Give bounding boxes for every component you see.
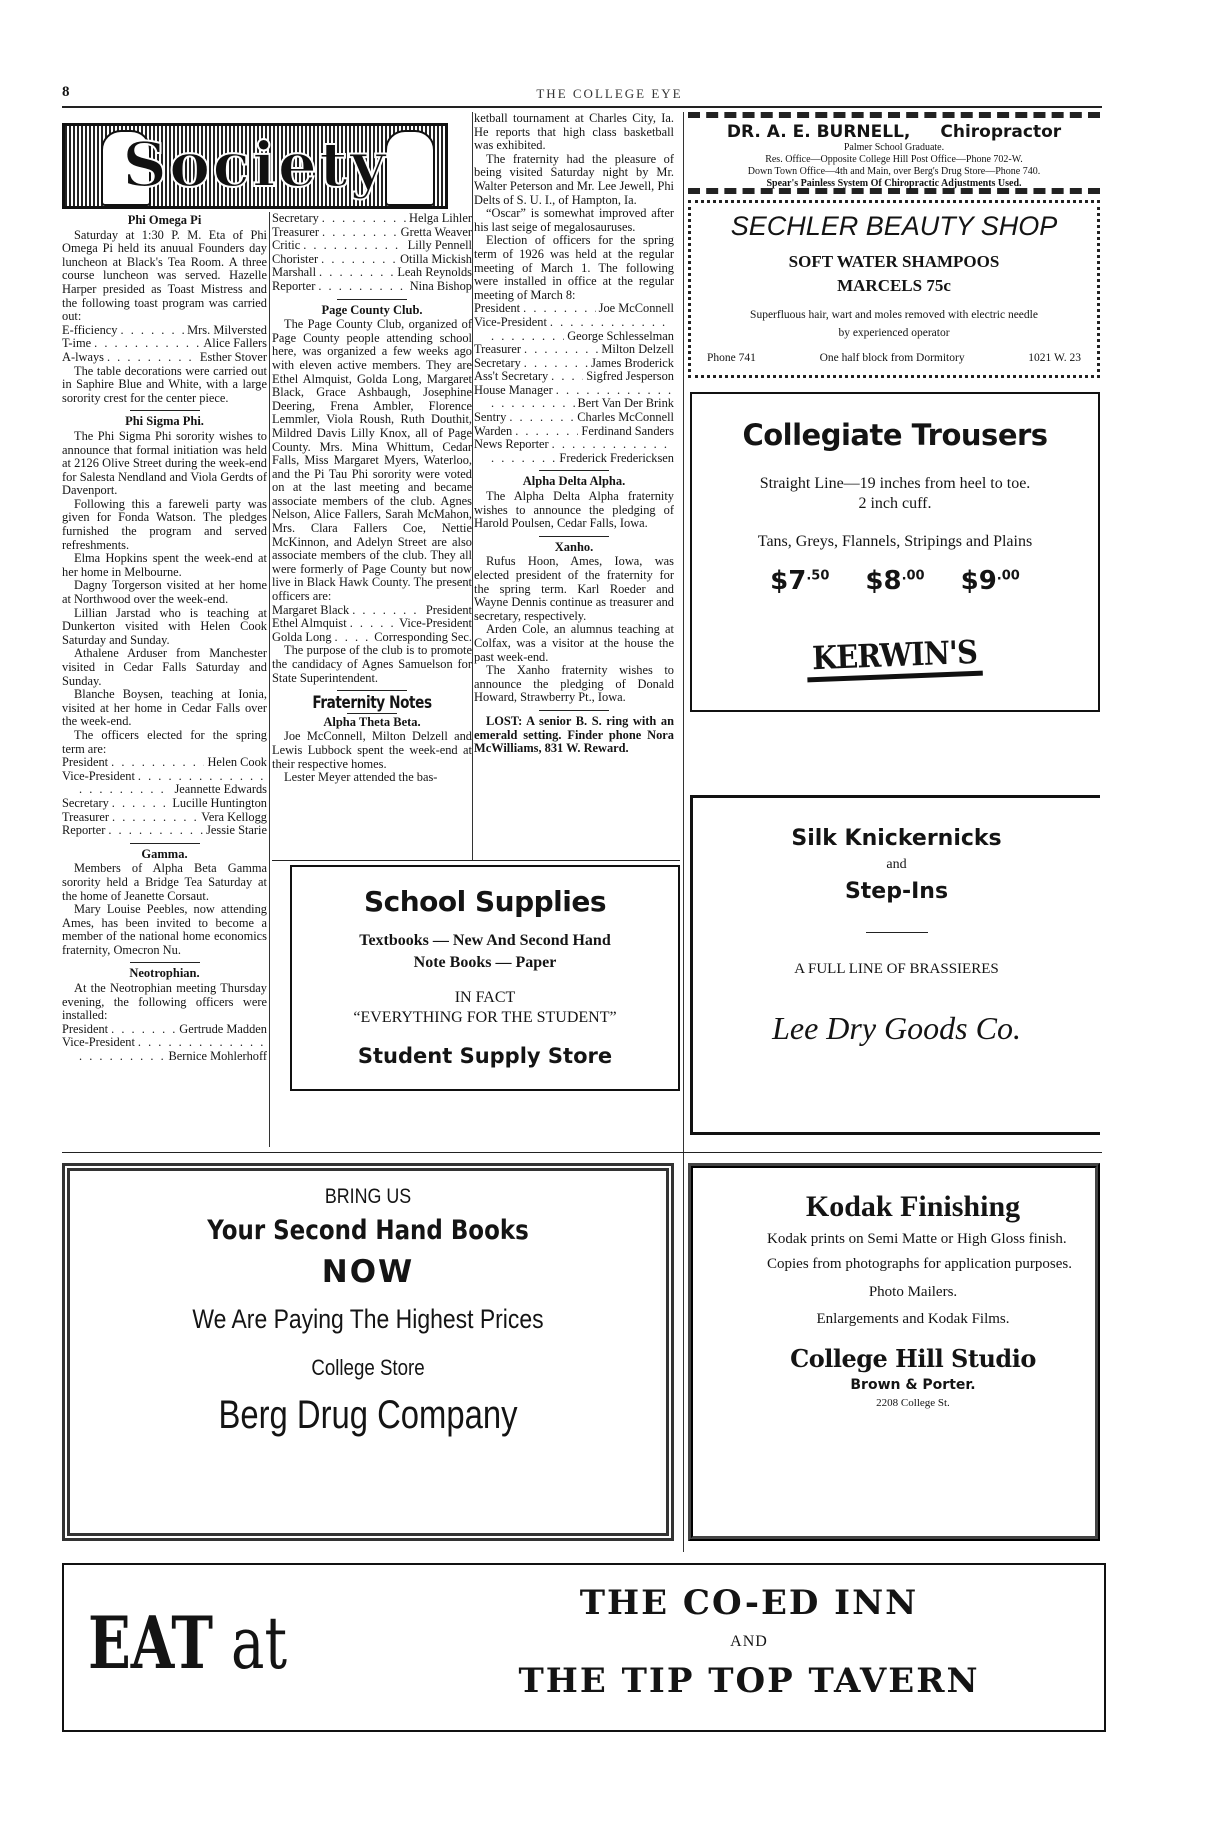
article-text: ketball tournament at Charles City, Ia. He reports that high class basketball was exhibited. [474,111,674,153]
article-text: Lillian Jarstad who is teaching at Dunkerton visited with Helen Cook Saturday and Sunday. [62,605,267,647]
ad-title: Silk Knickernicks [791,826,1002,851]
article-text: The Page County Club, organized of Page County people attending school here, was organized a few weeks ago with eleven active members. They are Ethel Almquist, Golda Long, Margaret Black, Grace Ashbaugh, Josephine Deering, Frena Ambler, Florence Lemmler, Viola Roush, Ruth Douthit, Mildred Davis Lilly Knox, all of Page County. Mrs. Mina Whittum, Cedar Falls, Miss Margaret Myers, Waterloo, and the Pi Tau Phi sorority were voted on at the last meeting and became associate members of the club. Agnes Nelson, Alice Fallers, Sarah McMahon, Mrs. Clara Fallers Coe, Nettie McKinnon, and Adelyn Street are also associate members of the club. They all were formerly of Page County but now live in Black Hawk County. The present officers are: [272,317,472,604]
separator [539,710,609,711]
article-text: Members of Alpha Beta Gamma sorority held a Bridge Tea Saturday at the home of Jeanette Corsaut. [62,861,267,903]
officer-row: Reporter . . . Nina Bishop [272,280,472,294]
ad-eat-at-inn [62,1563,1106,1732]
column-3 [474,112,674,756]
ad-line: Palmer School Graduate. [843,142,945,153]
heading-page-county-club: Page County Club. [321,302,423,317]
officer-row: Treasurer . . . Milton Delzell [474,343,674,357]
article-text: The Alpha Delta Alpha fraternity wishes to announce the pledging of Harold Poulsen, Cedar Falls, Iowa. [474,489,674,531]
officer-row: Margaret Black . . . President [272,604,472,618]
article-text: Joe McConnell, Milton Delzell and Lewis Lubbock spent the week-end at their respective homes. [272,729,472,771]
heading-phi-omega-pi: Phi Omega Pi [127,213,202,227]
separator [337,690,407,691]
toast-row: E-fficiency . . . Mrs. Milversted [62,324,267,338]
heading-xanho: Xanho. [554,539,594,554]
article-text: Dagny Torgerson visited at her home at Northwood over the week-end. [62,578,267,607]
officer-row: . . . Frederick Fredericksen [474,452,674,466]
officer-row: Secretary . . . Helga Lihler [272,212,472,226]
article-text: Saturday at 1:30 P. M. Eta of Phi Omega Pi held its anuual Founders day luncheon at Black's Tea Room. A three course luncheon was served. Hazelle Harper presided as Toast Mistress and the following toast program was carried out: [62,227,267,324]
article-text: The fraternity had the pleasure of being visited Saturday night by Mr. Walter Peterson and Mr. Lee Jewell, Phi Delts of S. U. I., of Hampton, Ia. [474,151,674,207]
ad-address: 1021 W. 23 [1028,352,1081,364]
article-text: The officers elected for the spring term are: [62,727,267,756]
ad-line: THE TIP TOP TAVERN [518,1661,980,1701]
ad-line: NOW [321,1254,415,1290]
ad-berg-drug-company [62,1163,674,1541]
ad-line: Straight Line—19 inches from heel to toe. [759,475,1031,492]
kerwins-logo: KERWIN'S [807,633,984,683]
article-text: Following this a fareweli party was given for Fonda Watson. The pledges furnished the program and served refreshments. [62,496,267,552]
separator [866,932,928,933]
ad-line: Down Town Office—4th and Main, over Berg's Drug Store—Phone 740. [747,166,1041,177]
column-1 [62,212,267,1064]
officer-row: Treasurer . . . Gretta Weaver [272,226,472,240]
officer-row: President . . . Gertrude Madden [62,1023,267,1037]
ad-school-supplies [290,865,680,1091]
heading-alpha-theta-beta: Alpha Theta Beta. [323,714,421,729]
ad-name: DR. A. E. BURNELL, [726,122,911,142]
officer-row: Critic . . . Lilly Pennell [272,239,472,253]
ad-title-2: Step-Ins [844,879,949,904]
officer-row: Vice-President . . . [62,1036,267,1050]
column-rule [472,112,473,860]
separator [130,410,200,411]
ad-sechler-beauty-shop [688,200,1100,378]
officer-row: Treasurer . . . Vera Kellogg [62,811,267,825]
article-text: Lester Meyer attended the bas- [284,770,438,785]
officer-row: . . . Bert Van Der Brink [474,397,674,411]
heading-gamma: Gamma. [141,846,188,861]
ad-line: Tans, Greys, Flannels, Stripings and Plains [757,533,1033,550]
column-2 [272,212,472,785]
article-text: Election of officers for the spring term of 1926 was held at the regular meeting of March 1. The following were installed in office at the regular meeting of March 8: [474,233,674,302]
officer-row: President . . . Helen Cook [62,756,267,770]
officer-row: Sentry . . . Charles McConnell [474,411,674,425]
officer-row: News Reporter . . . [474,438,674,452]
officer-row: Ethel Almquist . . . Vice-President [272,617,472,631]
price: $\$8^{.00}$ [865,566,925,596]
heading-neotrophian: Neotrophian. [129,966,200,981]
toast-row: T-ime . . . Alice Fallers [62,337,267,351]
ad-line: Copies from photographs for application purposes. [767,1256,1072,1272]
column-rule [269,212,270,1147]
ad-owners: Brown & Porter. [850,1377,976,1393]
ad-line: Superfluous hair, wart and moles removed with electric needle [750,309,1038,321]
separator [130,843,200,844]
ad-line: Spear's Painless System Of Chiropractic Adjustments Used. [766,178,1022,189]
ad-lee-dry-goods [690,795,1100,1135]
price-list [692,566,1098,596]
section-rule [62,1152,1102,1153]
ad-at: at [230,1601,288,1685]
officer-row: Marshall . . . Leah Reynolds [272,266,472,280]
separator [539,470,609,471]
ad-line: THE CO-ED INN [579,1583,919,1623]
article-text: The Phi Sigma Phi sorority wishes to announce that formal initiation was held at 2126 Olive Street during the week-end for Salesta Nendland and Viola Gerdts of Davenport. [62,428,267,498]
officer-row: Secretary . . . Lucille Huntington [62,797,267,811]
ad-line: Res. Office—Opposite College Hill Post Office—Phone 702-W. [765,154,1023,165]
officer-row: Warden . . . Ferdinand Sanders [474,425,674,439]
officer-row: President . . . Joe McConnell [474,302,674,316]
article-text: Rufus Hoon, Ames, Iowa, was elected president of the fraternity for the spring term. Karl Roeder and Wayne Dennis continue as treasurer and secretary, respectively. [474,554,674,623]
ad-line: BRING US [324,1185,412,1208]
price: $\$7^{.50}$ [770,566,830,596]
ad-line: AND [730,1633,768,1650]
separator [337,299,407,300]
ad-line: 2 inch cuff. [858,495,932,512]
ad-store: Berg Drug Company [218,1393,518,1437]
toast-row: A-lways . . . Esther Stover [62,351,267,365]
ad-title: School Supplies [363,885,607,918]
masthead: THE COLLEGE EYE [536,86,683,101]
banner-title: Society [122,128,388,201]
ad-store: Student Supply Store [357,1044,613,1068]
ad-eat: EAT [88,1600,214,1685]
article-text: The table decorations were carried out in Saphire Blue and White, with a large sorority crest for the center piece. [62,363,267,405]
article-text: The Xanho fraternity wishes to announce the pledging of Donald Howard, Strawberry Pt., Iowa. [474,663,674,705]
article-text: Athalene Arduser from Manchester visited in Cedar Falls Saturday and Sunday. [62,646,267,688]
society-banner [62,123,448,209]
heading-fraternity-notes: Fraternity Notes [312,693,432,714]
ad-line: SOFT WATER SHAMPOOS [788,252,1000,271]
ad-title: Your Second Hand Books [207,1215,529,1246]
officer-row: . . . Bernice Mohlerhoff [62,1050,267,1064]
ad-address: 2208 College St. [876,1397,950,1409]
article-text: At the Neotrophian meeting Thursday evening, the following officers were installed: [62,981,267,1023]
ad-kodak-finishing [688,1163,1100,1541]
article-text: Blanche Boysen, teaching at Ionia, visited at her home in Cedar Falls over the week-end. [62,687,267,729]
officer-row: Secretary . . . James Broderick [474,357,674,371]
officer-row: House Manager . . . [474,384,674,398]
ad-line: A FULL LINE OF BRASSIERES [794,961,999,977]
ad-line: Note Books — Paper [413,954,557,971]
separator [130,962,200,963]
ad-profession: Chiropractor [940,122,1062,142]
article-text: Elma Hopkins spent the week-end at her home in Melbourne. [62,551,267,579]
heading-alpha-delta-alpha: Alpha Delta Alpha. [522,474,626,489]
article-text: “Oscar” is somewhat improved after his last seige of megalosauruses. [474,206,674,234]
ad-line: College Store [311,1355,425,1380]
ad-burnell-chiropractor [688,112,1100,194]
officer-row: Chorister . . . Otilla Mickish [272,253,472,267]
ad-location: One half block from Dormitory [819,352,965,364]
ad-line: Photo Mailers. [868,1284,958,1300]
ad-line: IN FACT [454,989,516,1006]
price: $\$9^{.00}$ [960,566,1020,596]
ad-title: Kodak Finishing [805,1190,1021,1223]
ad-title: SECHLER BEAUTY SHOP [730,211,1058,241]
officer-row: Reporter . . . Jessie Starie [62,824,267,838]
ad-line: Textbooks — New And Second Hand [359,932,611,949]
article-text: Mary Louise Peebles, now attending Ames, has been invited to become a member of the national home economics fraternity, Omecron Nu. [62,902,267,957]
officer-row: . . . George Schlesselman [474,330,674,344]
header-rule [62,106,1102,108]
officer-row: Golda Long . . . Corresponding Sec. [272,631,472,645]
ad-collegiate-trousers [690,392,1100,712]
ad-line: by experienced operator [838,327,950,339]
ad-line: “EVERYTHING FOR THE STUDENT” [353,1009,617,1026]
ad-line: MARCELS 75c [837,276,951,295]
officer-row: Vice-President . . . [62,770,267,784]
ad-studio-name: College Hill Studio [790,1344,1036,1373]
ad-title: Collegiate Trousers [742,418,1048,452]
page-number: 8 [62,84,70,100]
article-text: Arden Cole, an alumnus teaching at Colfax, was a visitor at the house the past week-end. [474,622,674,664]
ad-phone: Phone 741 [707,352,756,364]
lost-notice: LOST: A senior B. S. ring with an emerald setting. Finder phone Nora McWilliams, 831 W. Reward. [474,713,674,756]
separator [539,536,609,537]
ad-line: We Are Paying The Highest Prices [192,1304,544,1334]
ad-store: Lee Dry Goods Co. [772,1010,1021,1046]
ad-line: Enlargements and Kodak Films. [816,1311,1010,1327]
ad-line: Kodak prints on Semi Matte or High Gloss finish. [767,1231,1067,1247]
section-rule [272,860,680,861]
article-text: The purpose of the club is to promote the candidacy of Agnes Samuelson for State Superintendent. [272,643,472,685]
ad-line: and [886,857,907,872]
officer-row: Ass't Secretary . . . Sigfred Jesperson [474,370,674,384]
officer-row: . . . Jeannette Edwards [62,783,267,797]
heading-phi-sigma-phi: Phi Sigma Phi. [125,414,204,429]
column-rule [683,112,684,1552]
officer-row: Vice-President . . . [474,316,674,330]
